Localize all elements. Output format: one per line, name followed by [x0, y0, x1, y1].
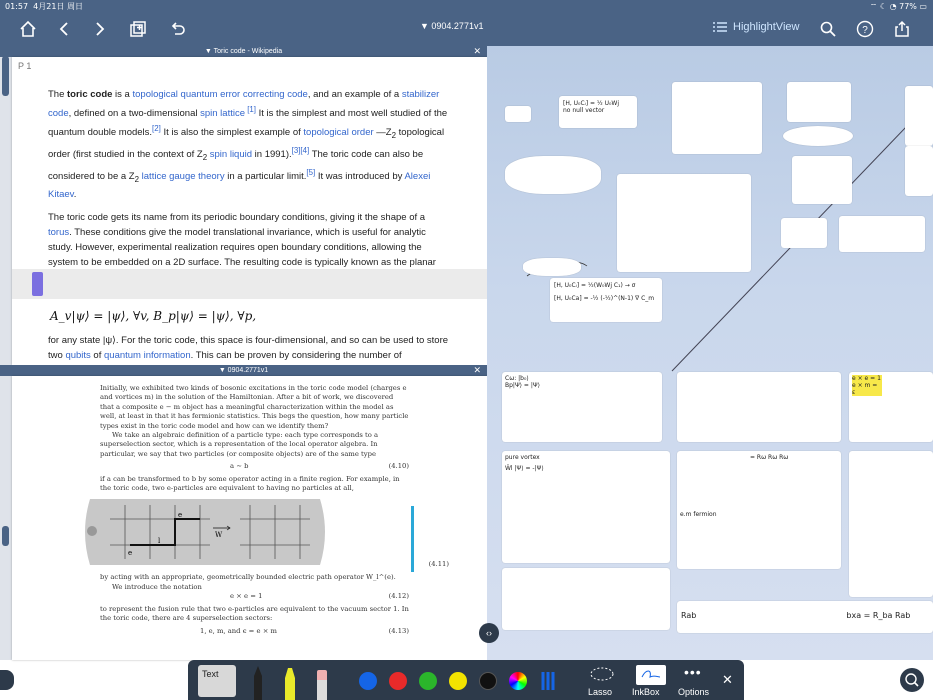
note-card[interactable] — [849, 372, 933, 442]
page-label: P 1 — [18, 61, 32, 71]
home-icon[interactable] — [16, 17, 40, 41]
note-card[interactable] — [502, 568, 670, 630]
close-icon[interactable]: ✕ — [473, 46, 481, 56]
paper-pane-title: ▼ 0904.2771v1 — [218, 367, 269, 374]
wiki-paragraph-3: for any state |ψ⟩. For the toric code, this space is four-dimensional, and so can be used to store two qubits of quantum information. This can be proven by considering the number of — [48, 335, 449, 361]
note-card[interactable] — [523, 258, 581, 276]
pen-icon[interactable] — [250, 666, 266, 700]
link-topological-qec[interactable]: topological quantum error correcting code — [132, 89, 308, 100]
note-text: bxa = R_ba Rab — [846, 611, 911, 620]
close-toolbar-icon[interactable]: ✕ — [722, 672, 733, 687]
separator-handle[interactable] — [32, 272, 43, 296]
note-text: Ŵl |Ψ⟩ = -|Ψ⟩ — [505, 465, 544, 472]
link-torus[interactable]: torus — [48, 227, 70, 239]
lattice-diagram — [70, 497, 380, 567]
note-card[interactable] — [502, 372, 662, 442]
scroll-indicator[interactable] — [411, 506, 414, 572]
note-card[interactable] — [849, 451, 933, 597]
note-text: no null vector — [563, 107, 605, 114]
undo-icon[interactable] — [166, 17, 190, 41]
paper-para-5: We introduce the notation — [112, 582, 202, 591]
paper-para-6: to represent the fusion rule that two e-particles are equivalent to the vacuum sector 1. In the toric code, there are 4 superselection sectors: — [100, 604, 409, 623]
paper-pane-header[interactable] — [0, 365, 487, 376]
ref-5[interactable]: [5] — [306, 168, 316, 178]
color-blue[interactable] — [359, 672, 377, 690]
note-card[interactable] — [617, 174, 751, 272]
note-card[interactable] — [502, 451, 670, 563]
paper-para-2: We take an algebraic definition of a particle type: each type corresponds to a superselection sector, which is a representation of the local operator algebra. In particular, we say that two particles (or composite objects) are of the same type — [100, 431, 379, 458]
note-card[interactable] — [559, 96, 637, 128]
highlight-view-label: HighlightView — [733, 21, 800, 33]
eq-4-11-num: (4.11) — [428, 560, 449, 569]
paper-para-1: Initially, we exhibited two kinds of bosonic excitations in the toric code model (charges e and vortices m) in the solution of the Hamiltonian. After a bit of work, we discovered that a composite e − m object has a meaningful characterization within the model as well, at least in that it has fermionic statistics. This begs the question, how many particle types exist in the toric code model and how can we identify them? — [100, 384, 409, 430]
status-time-date: 01:57 4月21日 周日 — [5, 2, 83, 11]
status-battery: ⌔ ☾ ◔ 77% ▭ — [869, 2, 927, 11]
ref-1[interactable]: [1] — [245, 105, 256, 114]
lasso-icon[interactable] — [588, 665, 616, 685]
note-text: e.m fermion — [680, 511, 717, 518]
color-black[interactable] — [479, 672, 497, 690]
note-text: e × m = ε — [852, 382, 882, 396]
note-text: Bp|Ψ⟩ = |Ψ⟩ — [505, 382, 540, 389]
back-icon[interactable] — [52, 17, 76, 41]
stabilizer-formula: A_v|ψ⟩ = |ψ⟩, ∀v, B_p|ψ⟩ = |ψ⟩, ∀p, — [50, 309, 257, 323]
eraser-icon[interactable] — [314, 666, 330, 700]
text-tool-button[interactable] — [198, 665, 236, 697]
options-label[interactable]: Options — [678, 687, 710, 697]
fig-label-w: W — [215, 531, 223, 540]
note-card[interactable] — [677, 451, 841, 569]
fig-label-e-top: e — [178, 511, 183, 520]
wiki-pane-title: ▼ Toric code - Wikipedia — [204, 48, 283, 55]
note-card[interactable] — [781, 218, 827, 248]
note-card[interactable] — [783, 126, 853, 146]
note-card[interactable] — [792, 156, 852, 204]
note-card[interactable] — [677, 601, 933, 633]
add-pane-icon[interactable] — [126, 17, 150, 41]
note-card[interactable] — [677, 372, 841, 442]
svg-text:?: ? — [862, 25, 868, 36]
share-icon[interactable] — [890, 17, 914, 41]
link-quantum-information[interactable]: quantum information — [104, 350, 191, 361]
color-red[interactable] — [389, 672, 407, 690]
inkbox-icon[interactable] — [636, 665, 666, 685]
highlighter-icon[interactable] — [282, 666, 298, 700]
link-spin-liquid[interactable]: spin liquid — [209, 149, 253, 161]
fig-label-l: l — [158, 537, 161, 546]
note-card[interactable] — [905, 86, 933, 146]
highlight-view-button[interactable] — [712, 21, 799, 33]
note-text: [H, U₀Cᵢ] = ½ U₀Wj — [563, 100, 620, 107]
document-title[interactable]: ▼ 0904.2771v1 — [420, 21, 484, 31]
wiki-pane[interactable] — [12, 57, 487, 365]
note-text: pure vortex — [505, 454, 540, 461]
lattice-figure — [100, 497, 449, 569]
note-text: Cω: |b₀⟩ — [505, 375, 529, 382]
equation-4-10: a ∼ b (4.10) — [230, 462, 409, 471]
wiki-paragraph-1: The toric code is a topological quantum error correcting code, and an example of a stabilizer code, defined on a two-dimensional spin lattice [1] It is the simplest and most well studied of the quantum double models.[2] It is also the simplest example of topological order $—Z_2$ topological order (first studied in the context of $Z_2$ spin liquid in 1991).[3][4] The toric code can also be considered to be a $Z_2$ lattice gauge theory in a particular limit.[5] It was introduced by Alexei Kitaev. — [48, 89, 448, 201]
list-icon — [712, 21, 728, 33]
left-menu-handle[interactable] — [0, 670, 14, 690]
text-tool-label: Text — [202, 669, 219, 679]
note-text: [H, U₀Cᵢ] = ½(W₀Wj C₁) → σ — [554, 282, 636, 289]
ref-3-4[interactable]: [3][4] — [291, 146, 310, 156]
note-text: = Rω Rω Rω — [750, 454, 789, 461]
lasso-label[interactable]: Lasso — [588, 687, 613, 697]
fig-label-e-bottom: e — [128, 549, 133, 558]
help-icon[interactable] — [853, 17, 877, 41]
status-bar — [0, 0, 933, 13]
note-text: e × e = 1 — [852, 375, 881, 382]
ref-2[interactable]: [2] — [152, 124, 161, 134]
equation-4-12: e × e = 1 (4.12) — [230, 592, 409, 601]
left-handle[interactable] — [2, 56, 9, 96]
link-stabilizer-code[interactable]: stabilizer code — [48, 89, 440, 120]
paper-para-4: by acting with an appropriate, geometrically bounded electric path operator W_l^(e). — [100, 573, 396, 582]
link-alexei-kitaev[interactable]: Alexei Kitaev — [48, 171, 431, 201]
link-qubits[interactable]: qubits — [65, 350, 91, 361]
link-topological-order[interactable]: topological order — [303, 127, 374, 139]
section-separator — [12, 269, 487, 299]
link-lattice-gauge-theory[interactable]: lattice gauge theory — [141, 171, 225, 183]
paper-para-3: if a can be transformed to b by some operator acting in a finite region. For example, in the toric code, two e-particles are equivalent to having no particles at all, — [100, 474, 400, 493]
notes-canvas[interactable] — [487, 46, 933, 660]
equation-4-13: 1, e, m, and ϵ = e × m (4.13) — [200, 626, 409, 635]
wiki-pane-header[interactable] — [0, 46, 487, 57]
color-yellow[interactable] — [449, 672, 467, 690]
stroke-width-icon[interactable] — [540, 672, 556, 690]
note-card[interactable] — [787, 82, 851, 122]
note-card[interactable] — [505, 156, 601, 194]
note-card[interactable] — [672, 82, 762, 154]
note-card[interactable] — [505, 106, 531, 122]
wiki-paragraph-2: The toric code gets its name from its periodic boundary conditions, giving it the shape of a torus. These conditions give the model translational invariance, which is useful for analytic study. However, experimental realization requires open boundary conditions, allowing the system to be embedded on a 2D surface. The resulting code is typically known as the planar — [48, 212, 436, 269]
split-handle-icon[interactable]: ‹› — [479, 623, 499, 643]
annotation-toolbar — [188, 660, 744, 700]
note-card[interactable] — [550, 278, 662, 322]
close-icon[interactable]: ✕ — [473, 365, 481, 375]
color-picker-icon[interactable] — [509, 672, 527, 690]
forward-icon[interactable] — [88, 17, 112, 41]
paper-pane[interactable] — [12, 376, 487, 660]
top-toolbar — [0, 13, 933, 46]
color-green[interactable] — [419, 672, 437, 690]
more-icon[interactable]: ••• — [684, 664, 702, 680]
note-text: Rab — [681, 611, 697, 620]
search-icon[interactable] — [816, 17, 840, 41]
left-strip — [0, 46, 12, 660]
note-card[interactable] — [839, 216, 925, 252]
note-text: [H, U₀Ca] = -½ (-½)^(N-1) ∇ C_m — [554, 295, 655, 302]
zoom-icon[interactable] — [900, 668, 924, 692]
left-handle-lower[interactable] — [2, 526, 9, 546]
link-spin-lattice[interactable]: spin lattice — [200, 108, 245, 120]
note-card[interactable] — [905, 146, 933, 196]
inkbox-label[interactable]: InkBox — [632, 687, 660, 697]
